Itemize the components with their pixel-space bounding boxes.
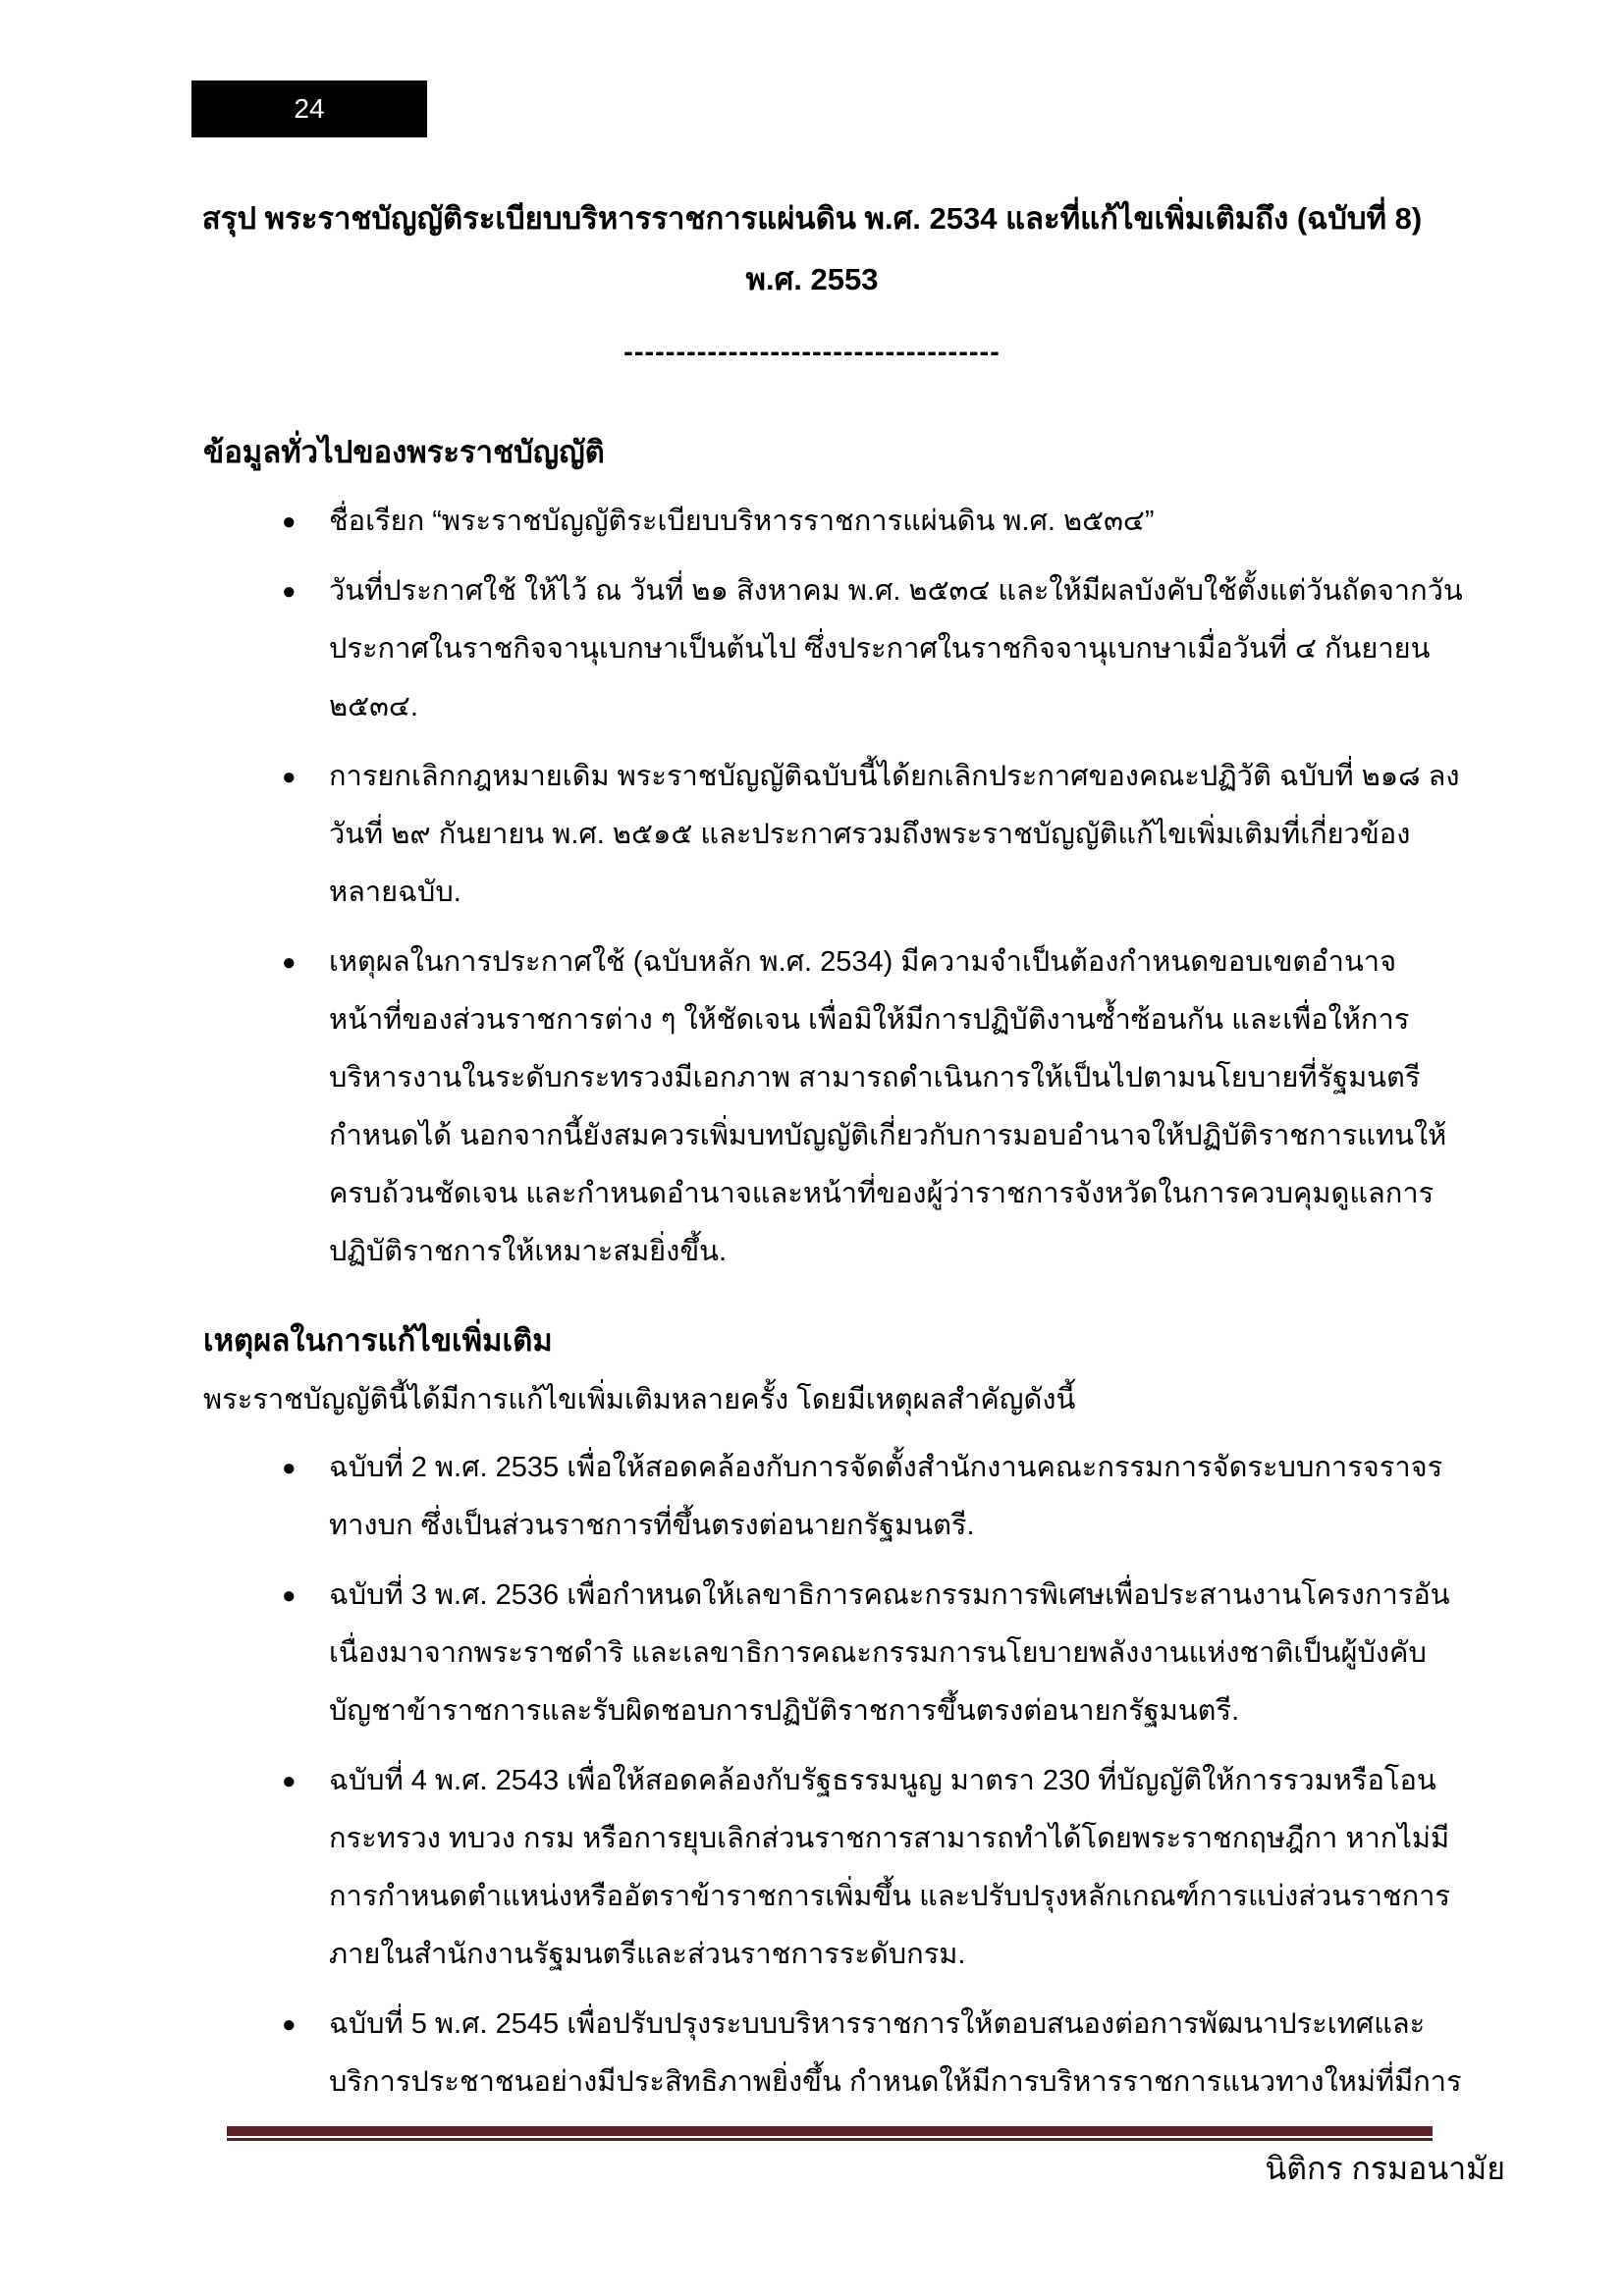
bullet-icon: ●	[282, 2011, 297, 2038]
section1-heading: ข้อมูลทั่วไปของพระราชบัญญัติ	[203, 435, 605, 469]
document-body	[203, 422, 1463, 2123]
section2-bullet-list	[203, 1439, 1463, 2111]
bullet-text: การยกเลิกกฎหมายเดิม พระราชบัญญัติฉบับนี้ได้ยกเลิกประกาศของคณะปฏิวัติ ฉบับที่ ๒๑๘ ลงวันที่ ๒๙ กันยายน พ.ศ. ๒๕๑๕ และประกาศรวมถึงพระราชบัญญัติแก้ไขเพิ่มเติมที่เกี่ยวข้องหลายฉบับ.	[329, 761, 1460, 908]
section2-heading: เหตุผลในการแก้ไขเพิ่มเติม	[203, 1323, 553, 1358]
list-item	[203, 934, 1463, 1281]
document-title-line2: พ.ศ. 2553	[745, 262, 879, 296]
bullet-text: ฉบับที่ 2 พ.ศ. 2535 เพื่อให้สอดคล้องกับการจัดตั้งสำนักงานคณะกรรมการจัดระบบการจราจรทางบก ซึ่งเป็นส่วนราชการที่ขึ้นตรงต่อนายกรัฐมนตรี.	[329, 1452, 1443, 1541]
footer-rule-thin	[227, 2138, 1433, 2141]
bullet-icon: ●	[282, 1455, 297, 1481]
footer-rule	[227, 2126, 1433, 2141]
bullet-icon: ●	[282, 578, 297, 605]
list-item	[203, 748, 1463, 922]
bullet-text: ฉบับที่ 3 พ.ศ. 2536 เพื่อกำหนดให้เลขาธิการคณะกรรมการพิเศษเพื่อประสานงานโครงการอันเนื่องมาจากพระราชดำริ และเลขาธิการคณะกรรมการนโยบายพลังงานแห่งชาติเป็นผู้บังคับบัญชาข้าราชการและรับผิดชอบการปฏิบัติราชการขึ้นตรงต่อนายกรัฐมนตรี.	[329, 1579, 1450, 1727]
document-title-line1: สรุป พระราชบัญญัติระเบียบบริหารราชการแผ่นดิน พ.ศ. 2534 และที่แก้ไขเพิ่มเติมถึง (ฉบับที่ 8)	[201, 201, 1423, 236]
bullet-icon: ●	[282, 764, 297, 790]
title-block	[0, 188, 1624, 367]
bullet-text: ชื่อเรียก “พระราชบัญญัติระเบียบบริหารราชการแผ่นดิน พ.ศ. ๒๕๓๔”	[329, 506, 1155, 537]
bullet-icon: ●	[282, 949, 297, 976]
section1-bullet-list	[203, 493, 1463, 1281]
bullet-text: เหตุผลในการประกาศใช้ (ฉบับหลัก พ.ศ. 2534) มีความจำเป็นต้องกำหนดขอบเขตอำนาจหน้าที่ของส่วนราชการต่าง ๆ ให้ชัดเจน เพื่อมิให้มีการปฏิบัติงานซ้ำซ้อนกัน และเพื่อให้การบริหารงานในระดับกระทรวงมีเอกภาพ สามารถดำเนินการให้เป็นไปตามนโยบายที่รัฐมนตรีกำหนดได้ นอกจากนี้ยังสมควรเพิ่มบทบัญญัติเกี่ยวกับการมอบอำนาจให้ปฏิบัติราชการแทนให้ครบถ้วนชัดเจน และกำหนดอำนาจและหน้าที่ของผู้ว่าราชการจังหวัดในการควบคุมดูแลการปฏิบัติราชการให้เหมาะสมยิ่งขึ้น.	[329, 946, 1447, 1267]
title-separator: ------------------------------------	[623, 337, 1001, 368]
list-item	[203, 1439, 1463, 1555]
page-number: 24	[294, 93, 325, 124]
list-item	[203, 493, 1463, 551]
footer-rule-thick	[227, 2126, 1433, 2136]
bullet-text: ฉบับที่ 4 พ.ศ. 2543 เพื่อให้สอดคล้องกับรัฐธรรมนูญ มาตรา 230 ที่บัญญัติให้การรวมหรือโอนกระทรวง ทบวง กรม หรือการยุบเลิกส่วนราชการสามารถทำได้โดยพระราชกฤษฎีกา หากไม่มีการกำหนดตำแหน่งหรืออัตราข้าราชการเพิ่มขึ้น และปรับปรุงหลักเกณฑ์การแบ่งส่วนราชการภายในสำนักงานรัฐมนตรีและส่วนราชการระดับกรม.	[329, 1765, 1451, 1970]
bullet-icon: ●	[282, 1768, 297, 1794]
page-number-badge	[191, 80, 427, 137]
bullet-icon: ●	[282, 508, 297, 535]
list-item	[203, 1996, 1463, 2111]
list-item	[203, 1567, 1463, 1740]
list-item	[203, 1752, 1463, 1984]
bullet-text: ฉบับที่ 5 พ.ศ. 2545 เพื่อปรับปรุงระบบบริหารราชการให้ตอบสนองต่อการพัฒนาประเทศและบริการประชาชนอย่างมีประสิทธิภาพยิ่งขึ้น กำหนดให้มีการบริหารราชการแนวทางใหม่ที่มีการ	[329, 2008, 1462, 2098]
footer-credit: นิติกร กรมอนามัย	[1265, 2151, 1505, 2186]
list-item	[203, 562, 1463, 736]
bullet-icon: ●	[282, 1582, 297, 1609]
bullet-text: วันที่ประกาศใช้ ให้ไว้ ณ วันที่ ๒๑ สิงหาคม พ.ศ. ๒๕๓๔ และให้มีผลบังคับใช้ตั้งแต่วันถัดจากวันประกาศในราชกิจจานุเบกษาเป็นต้นไป ซึ่งประกาศในราชกิจจานุเบกษาเมื่อวันที่ ๔ กันยายน ๒๕๓๔.	[329, 575, 1463, 722]
section2-intro: พระราชบัญญัตินี้ได้มีการแก้ไขเพิ่มเติมหลายครั้ง โดยมีเหตุผลสำคัญดังนี้	[203, 1384, 1076, 1415]
